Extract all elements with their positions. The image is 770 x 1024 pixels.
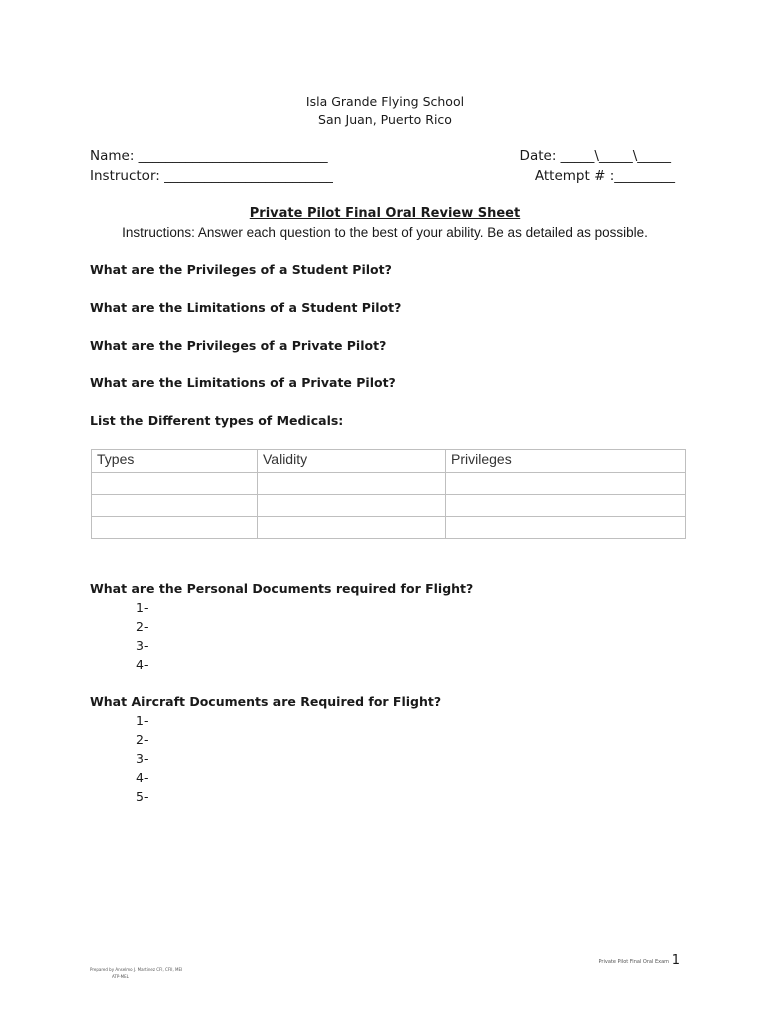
question-private-limitations: What are the Limitations of a Private Pilot?: [90, 375, 396, 390]
table-row: [92, 517, 686, 539]
list-item: 2-: [136, 619, 149, 634]
attempt-field: Attempt # :_________: [534, 168, 675, 184]
list-item: 5-: [136, 789, 149, 804]
question-personal-documents: What are the Personal Documents required for Flight?: [90, 581, 474, 596]
list-item: 3-: [136, 751, 149, 766]
footer-prepared-by: [90, 966, 182, 980]
list-item: 2-: [136, 732, 149, 747]
question-private-privileges: What are the Privileges of a Private Pilot?: [90, 338, 387, 353]
instructions: Instructions: Answer each question to the best of your ability. Be as detailed as possible.: [122, 225, 648, 240]
table-cell[interactable]: [92, 517, 258, 539]
footer-document-label: Private Pilot Final Oral Exam: [598, 959, 669, 965]
table-cell[interactable]: [258, 473, 446, 495]
table-cell[interactable]: [92, 473, 258, 495]
question-aircraft-documents: What Aircraft Documents are Required for Flight?: [90, 694, 442, 709]
column-header-privileges: Privileges: [446, 450, 686, 473]
table-cell[interactable]: [92, 495, 258, 517]
table-header-row: [92, 450, 686, 473]
table-cell[interactable]: [446, 473, 686, 495]
date-field: Date: _____\_____\_____: [519, 148, 671, 164]
medical-types-table: [91, 449, 686, 539]
question-student-limitations: What are the Limitations of a Student Pilot?: [90, 300, 402, 315]
list-item: 1-: [136, 600, 149, 615]
footer-author-credential: ATP-MEL: [112, 974, 129, 979]
footer-author-line: Prepared by Anselmo J. Martinez CFI, CFII, MEI: [90, 967, 183, 972]
table-row: [92, 473, 686, 495]
page-number: 1: [671, 953, 680, 968]
list-item: 4-: [136, 657, 149, 672]
table-cell[interactable]: [446, 517, 686, 539]
sheet-title: Private Pilot Final Oral Review Sheet: [249, 206, 521, 221]
question-student-privileges: What are the Privileges of a Student Pilot?: [90, 262, 392, 277]
table-cell[interactable]: [258, 517, 446, 539]
column-header-validity: Validity: [258, 450, 446, 473]
list-item: 3-: [136, 638, 149, 653]
school-location: San Juan, Puerto Rico: [318, 112, 452, 127]
table-row: [92, 495, 686, 517]
instructor-field: Instructor: _________________________: [90, 168, 333, 184]
question-medical-types: List the Different types of Medicals:: [90, 413, 344, 428]
list-item: 1-: [136, 713, 149, 728]
table-cell[interactable]: [446, 495, 686, 517]
list-item: 4-: [136, 770, 149, 785]
name-field: Name: ____________________________: [90, 148, 328, 164]
column-header-types: Types: [92, 450, 258, 473]
table-cell[interactable]: [258, 495, 446, 517]
school-name: Isla Grande Flying School: [305, 94, 465, 109]
